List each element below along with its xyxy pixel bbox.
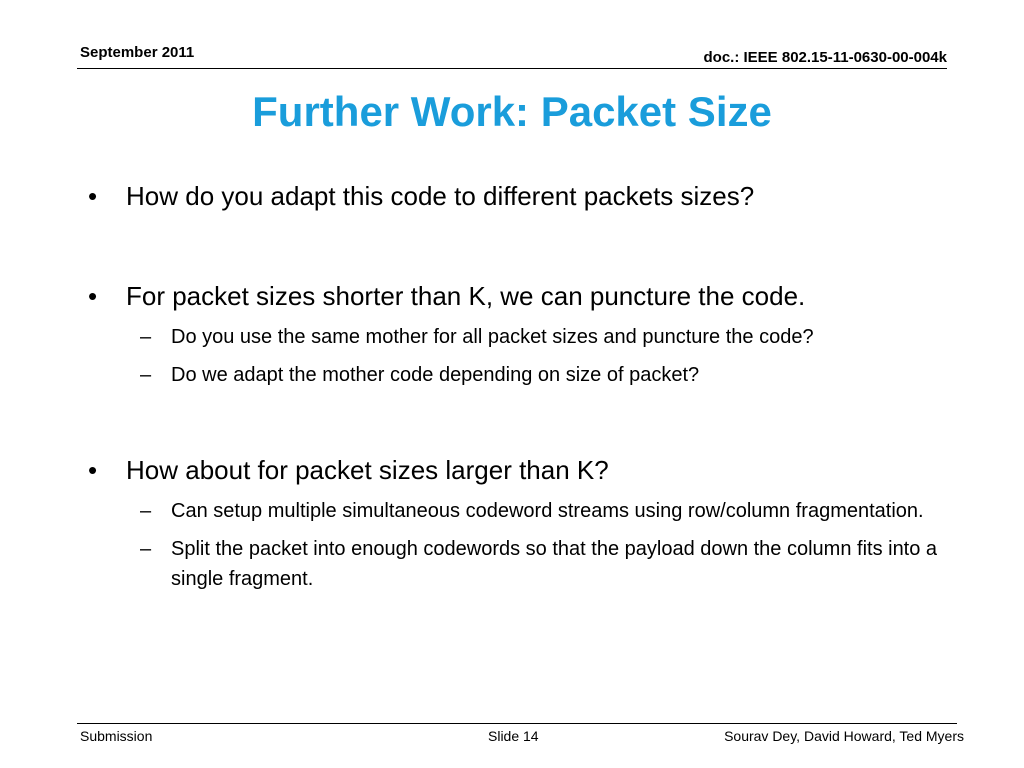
bullet-text: How do you adapt this code to different packets sizes? bbox=[126, 181, 755, 211]
footer-submission: Submission bbox=[80, 728, 153, 744]
sub-bullet-text: Do you use the same mother for all packet sizes and puncture the code? bbox=[171, 326, 814, 348]
bullet-item bbox=[88, 278, 958, 314]
bullet-text: How about for packet sizes larger than K? bbox=[126, 455, 609, 485]
bullet-item bbox=[88, 178, 958, 214]
sub-bullet-marker: – bbox=[140, 500, 152, 522]
sub-bullet-text: Split the packet into enough codewords so that the payload down the column fits into a single fragment. bbox=[171, 538, 938, 590]
bullet-marker: • bbox=[88, 181, 98, 211]
header-date: September 2011 bbox=[80, 44, 195, 61]
sub-bullet-item bbox=[88, 360, 958, 390]
sub-bullet-marker: – bbox=[140, 326, 152, 348]
bullet-marker: • bbox=[88, 455, 98, 485]
sub-bullet-item bbox=[88, 534, 958, 594]
bullet-text: For packet sizes shorter than K, we can puncture the code. bbox=[126, 281, 806, 311]
bullet-marker: • bbox=[88, 281, 98, 311]
sub-bullet-text: Can setup multiple simultaneous codeword streams using row/column fragmentation. bbox=[171, 500, 924, 522]
footer-slide-number: Slide 14 bbox=[488, 728, 539, 744]
footer-divider bbox=[77, 723, 957, 724]
footer-authors: Sourav Dey, David Howard, Ted Myers bbox=[724, 728, 964, 744]
header-doc-id: doc.: IEEE 802.15-11-0630-00-004k bbox=[703, 49, 947, 66]
sub-bullet-marker: – bbox=[140, 364, 152, 386]
header-divider bbox=[77, 68, 947, 69]
sub-bullet-text: Do we adapt the mother code depending on size of packet? bbox=[171, 364, 700, 386]
bullet-item bbox=[88, 452, 958, 488]
sub-bullet-marker: – bbox=[140, 538, 152, 560]
sub-bullet-item bbox=[88, 322, 958, 352]
slide-title: Further Work: Packet Size bbox=[252, 88, 772, 135]
slide-body bbox=[88, 178, 958, 594]
sub-bullet-item bbox=[88, 496, 958, 526]
